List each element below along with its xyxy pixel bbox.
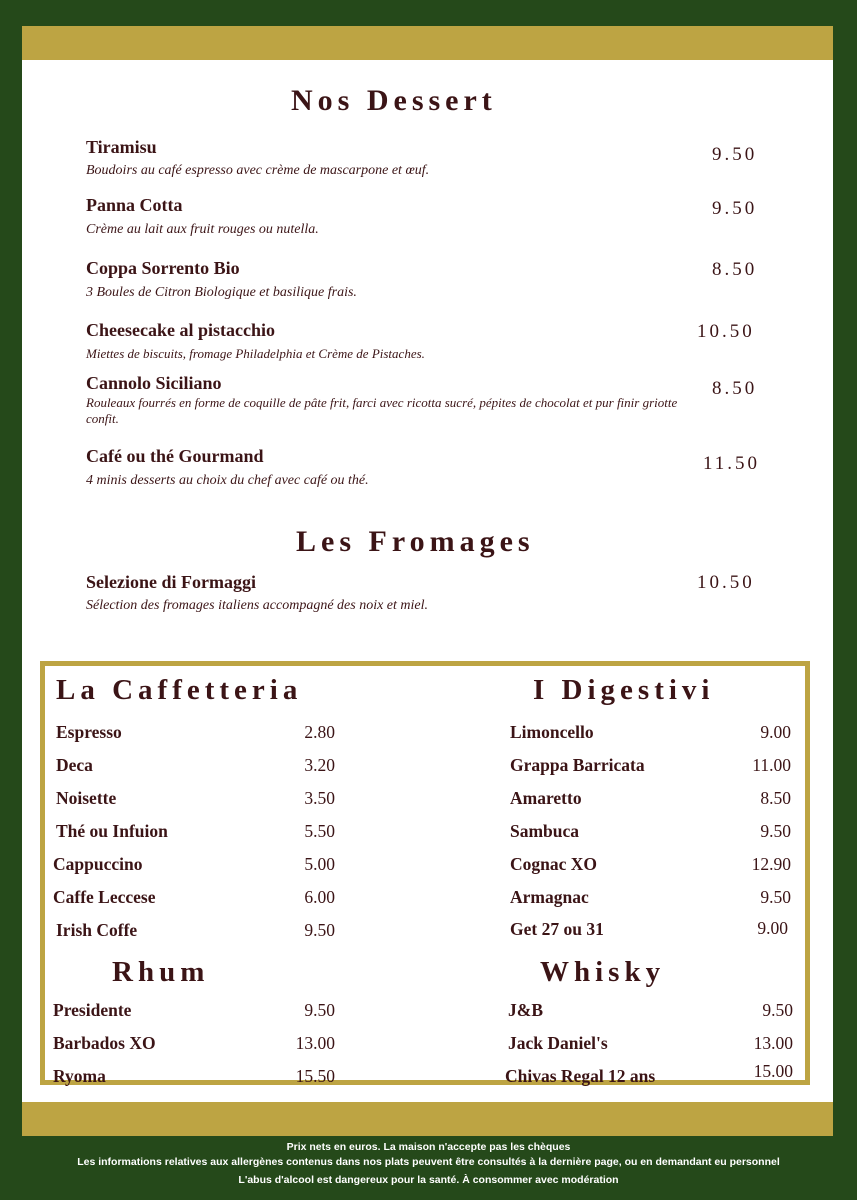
- footer-line-payment: Prix nets en euros. La maison n'accepte pas les chèques: [286, 1141, 571, 1153]
- whisky-item-name: Jack Daniel's: [508, 1033, 608, 1053]
- caffetteria-item-name: Caffe Leccese: [53, 887, 156, 907]
- caffetteria-item-name: Noisette: [56, 788, 117, 808]
- dessert-desc: Crème au lait aux fruit rouges ou nutella.: [86, 222, 319, 237]
- footer-line-alcohol: L'abus d'alcool est dangereux pour la santé. À consommer avec modération: [238, 1174, 619, 1186]
- bottom-gold-bar: [22, 1102, 833, 1136]
- dessert-price: 11.50: [703, 453, 761, 474]
- caffetteria-item-price: 5.00: [304, 854, 335, 874]
- dessert-desc: Miettes de biscuits, fromage Philadelphia et Crème de Pistaches.: [86, 346, 425, 361]
- digestivi-item-price: 9.50: [760, 821, 791, 841]
- digestivi-item-name: Get 27 ou 31: [510, 919, 604, 939]
- caffetteria-item-price: 5.50: [304, 821, 335, 841]
- fromages-title: Les Fromages: [296, 525, 535, 558]
- dessert-price: 9.50: [712, 144, 758, 165]
- drinks-box: [40, 661, 810, 1085]
- desserts-title: Nos Dessert: [291, 84, 497, 117]
- dessert-desc: Boudoirs au café espresso avec crème de mascarpone et œuf.: [86, 163, 430, 178]
- top-green-band: [0, 0, 857, 26]
- whisky-item-name: Chivas Regal 12 ans: [505, 1066, 656, 1086]
- caffetteria-item-name: Deca: [56, 755, 93, 775]
- digestivi-item-price: 11.00: [752, 755, 791, 775]
- right-green-border: [833, 0, 857, 1200]
- fromage-name: Selezione di Formaggi: [86, 572, 256, 592]
- dessert-name: Café ou thé Gourmand: [86, 446, 264, 466]
- caffetteria-item-price: 6.00: [304, 887, 335, 907]
- dessert-price: 8.50: [712, 259, 758, 280]
- whisky-item-price: 13.00: [753, 1033, 793, 1053]
- digestivi-item-name: Limoncello: [510, 722, 594, 742]
- dessert-price: 9.50: [712, 198, 758, 219]
- rhum-item-price: 15.50: [295, 1066, 335, 1086]
- digestivi-item-name: Grappa Barricata: [510, 755, 645, 775]
- caffetteria-item-price: 3.20: [304, 755, 335, 775]
- fromage-desc: Sélection des fromages italiens accompagné des noix et miel.: [86, 598, 429, 613]
- digestivi-item-price: 9.00: [760, 722, 791, 742]
- top-gold-bar: [22, 26, 833, 60]
- caffetteria-item-name: Cappuccino: [53, 854, 143, 874]
- rhum-item-name: Barbados XO: [53, 1033, 156, 1053]
- caffetteria-item-name: Espresso: [56, 722, 122, 742]
- dessert-price: 10.50: [697, 321, 755, 342]
- caffetteria-item-price: 2.80: [304, 722, 335, 742]
- footer: [0, 1136, 857, 1200]
- rhum-item-name: Presidente: [53, 1000, 132, 1020]
- left-green-border: [0, 0, 22, 1200]
- caffetteria-item-name: Thé ou Infuion: [56, 821, 168, 841]
- whisky-item-price: 9.50: [762, 1000, 793, 1020]
- dessert-name: Cheesecake al pistacchio: [86, 320, 275, 340]
- rhum-item-price: 13.00: [295, 1033, 335, 1053]
- whisky-item-name: J&B: [508, 1000, 543, 1020]
- digestivi-item-name: Amaretto: [510, 788, 582, 808]
- fromage-price: 10.50: [697, 572, 755, 593]
- digestivi-item-name: Armagnac: [510, 887, 589, 907]
- dessert-desc: Rouleaux fourrés en forme de coquille de pâte frit, farci avec ricotta sucré, pépites de chocolat et pur finir griotte confit.: [86, 395, 678, 426]
- digestivi-item-price: 9.50: [760, 887, 791, 907]
- dessert-desc: 4 minis desserts au choix du chef avec café ou thé.: [86, 473, 369, 488]
- digestivi-item-price: 9.00: [757, 918, 788, 938]
- dessert-name: Panna Cotta: [86, 195, 183, 215]
- digestivi-item-price: 12.90: [751, 854, 791, 874]
- digestivi-item-name: Sambuca: [510, 821, 580, 841]
- rhum-item-name: Ryoma: [53, 1066, 106, 1086]
- whisky-title: Whisky: [540, 956, 666, 988]
- dessert-name: Cannolo Siciliano: [86, 373, 222, 393]
- digestivi-item-price: 8.50: [760, 788, 791, 808]
- rhum-title: Rhum: [112, 956, 210, 988]
- footer-line-allergens: Les informations relatives aux allergènes contenus dans nos plats peuvent être consultés à la dernière page, ou en demandant eu personnel: [77, 1156, 780, 1168]
- caffetteria-item-price: 9.50: [304, 920, 335, 940]
- caffetteria-title: La Caffetteria: [56, 674, 303, 706]
- caffetteria-item-name: Irish Coffe: [56, 920, 138, 940]
- dessert-desc: 3 Boules de Citron Biologique et basilique frais.: [86, 285, 357, 300]
- dessert-price: 8.50: [712, 378, 758, 399]
- rhum-item-price: 9.50: [304, 1000, 335, 1020]
- digestivi-title: I Digestivi: [533, 674, 715, 706]
- dessert-name: Tiramisu: [86, 137, 157, 157]
- digestivi-item-name: Cognac XO: [510, 854, 598, 874]
- whisky-item-price: 15.00: [753, 1061, 793, 1081]
- caffetteria-item-price: 3.50: [304, 788, 335, 808]
- dessert-name: Coppa Sorrento Bio: [86, 258, 240, 278]
